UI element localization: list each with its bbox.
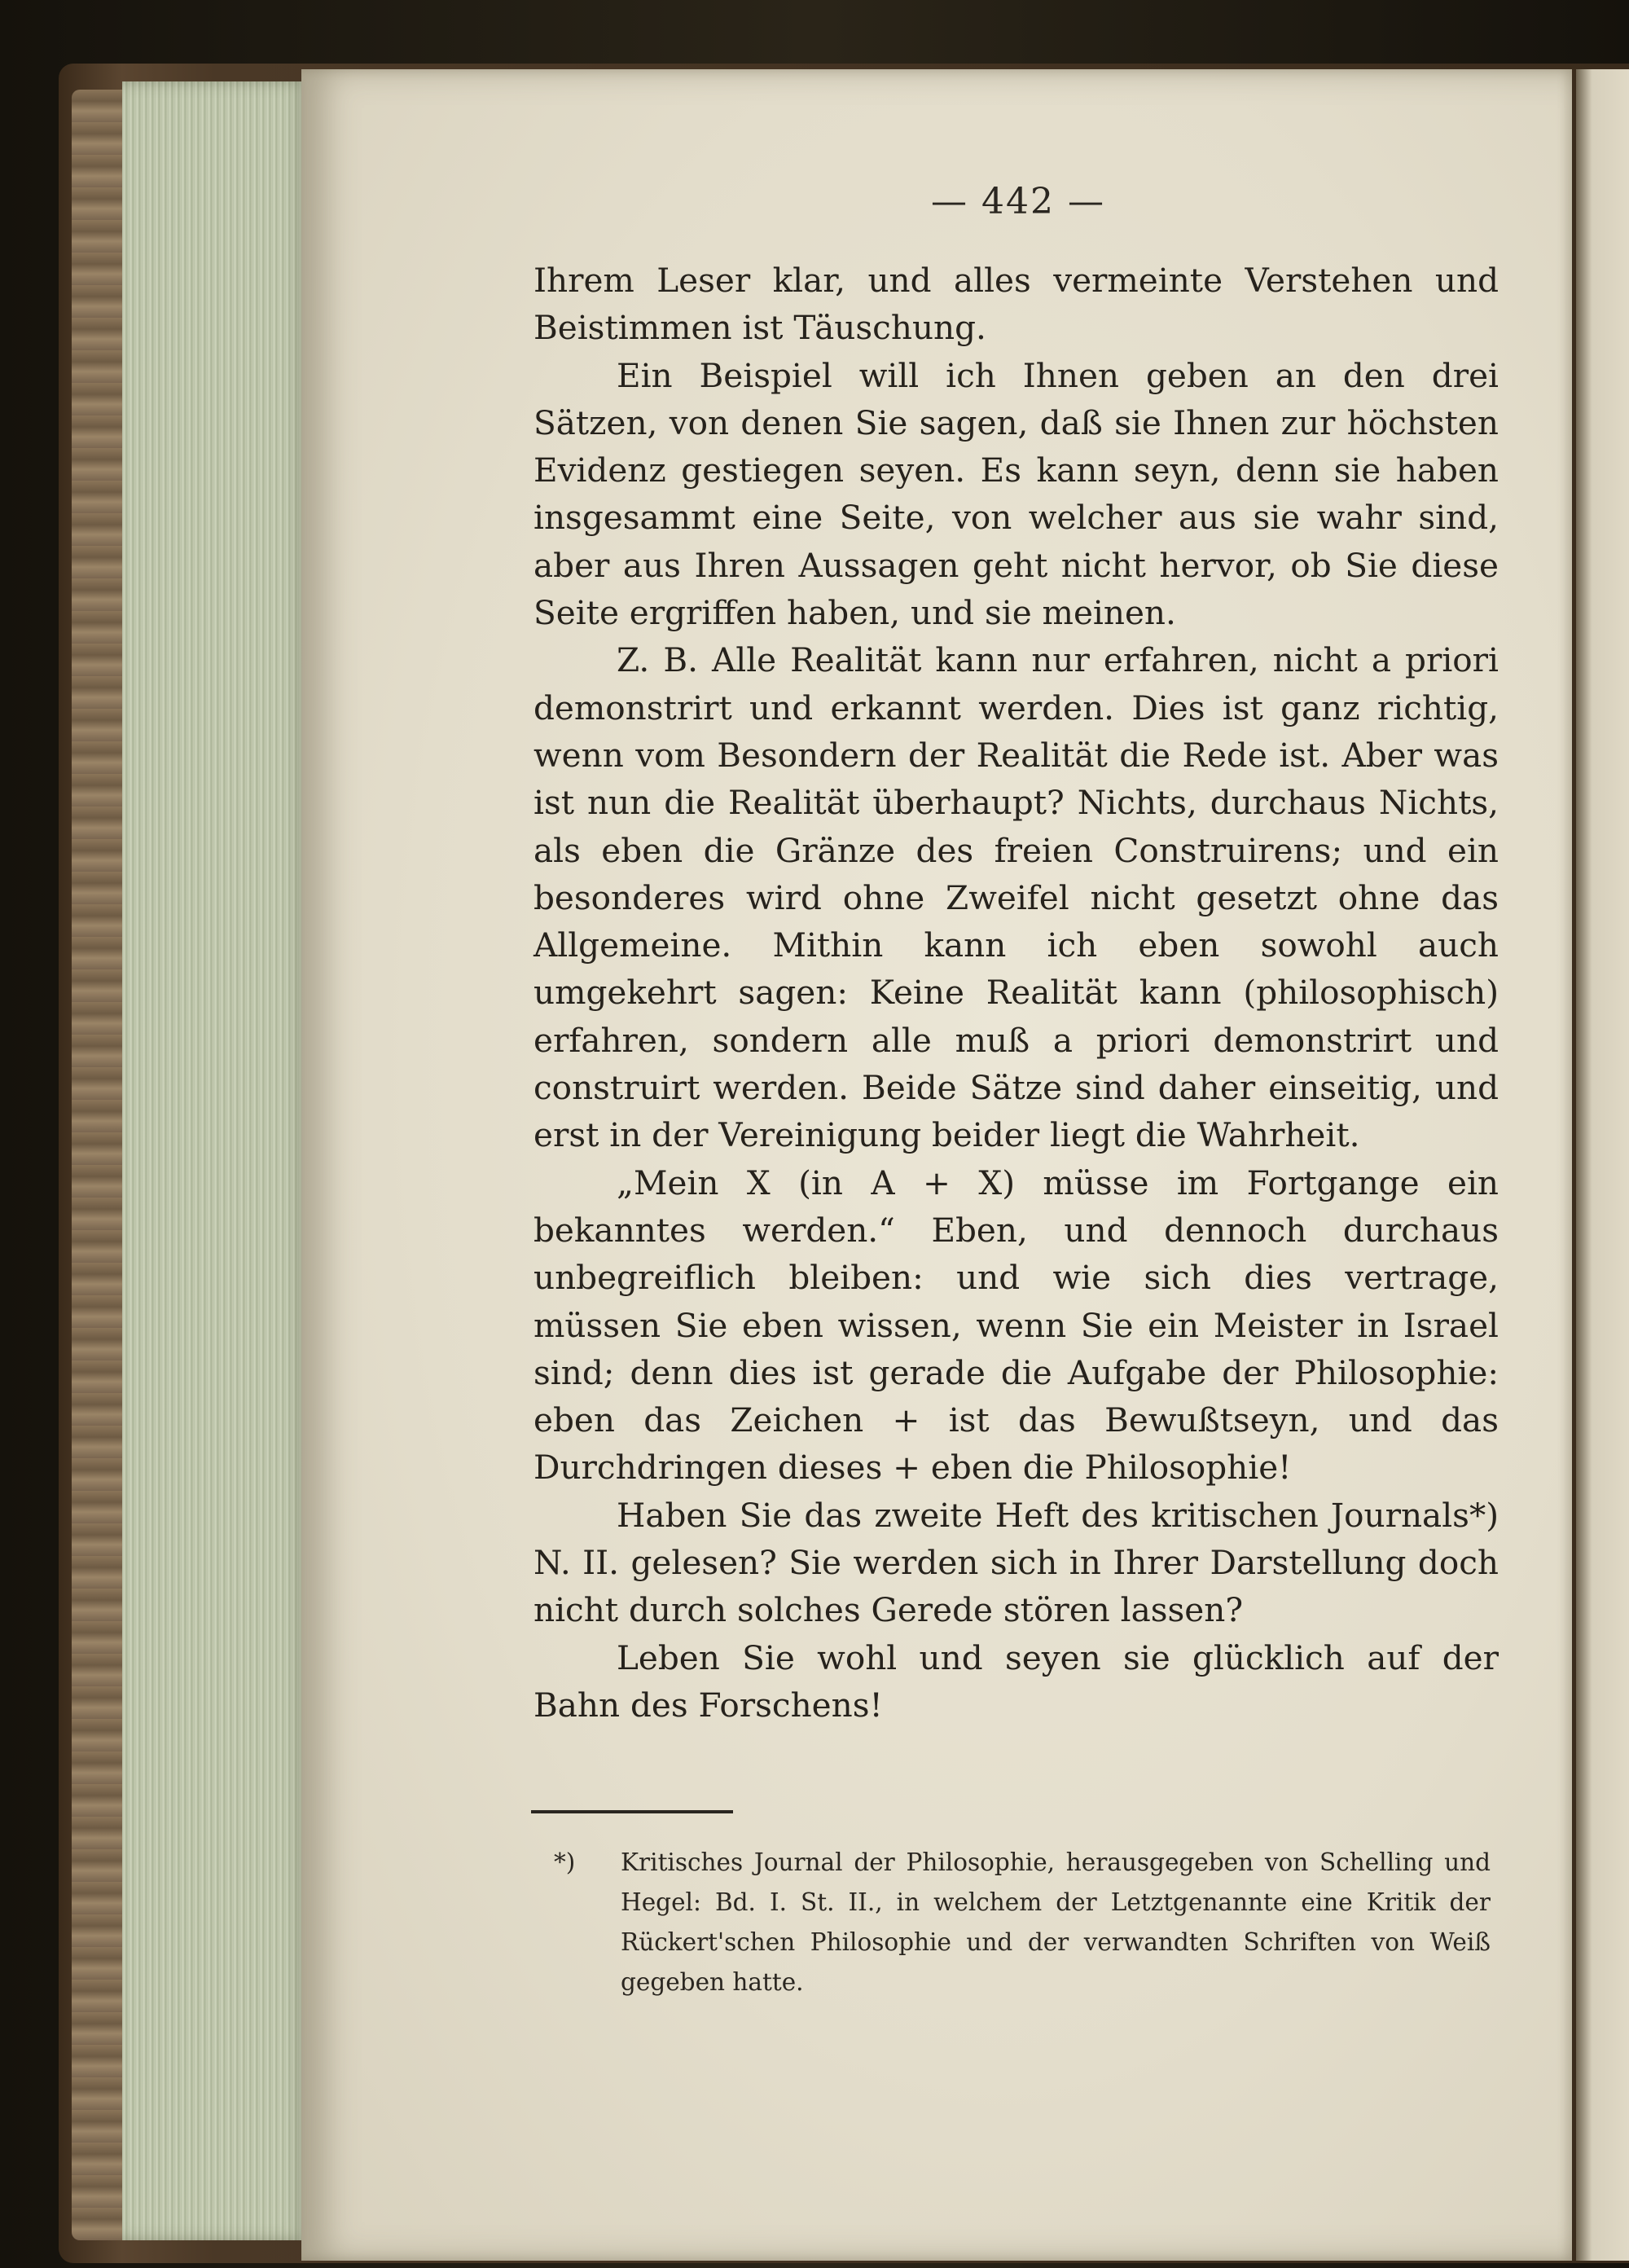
footnote-text: Kritisches Journal der Philosophie, herausgegeben von Schelling und Hegel: Bd. I. St. II., in welchem der Letztgenannte eine Kritik der Rückert'schen Philosophie und der verwandten Schriften von Weiß gegeben hatte.	[621, 1848, 1491, 1996]
paragraph: Z. B. Alle Realität kann nur erfahren, nicht a priori demonstrirt und erkannt werden. Dies ist ganz richtig, wenn vom Besondern der Realität die Rede ist. Aber was ist nun die Realität überhaupt? Nichts, durchaus Nichts, als eben die Gränze des freien Construirens; und ein besonderes wird ohne Zweifel nicht gesetzt ohne das Allgemeine. Mithin kann ich eben sowohl auch umgekehrt sagen: Keine Realität kann (philosophisch) erfahren, sondern alle muß a priori demonstrirt und construirt werden. Beide Sätze sind daher einseitig, und erst in der Vereinigung beider liegt die Wahrheit.	[533, 640, 1499, 1155]
facing-page-edge	[1576, 69, 1629, 2261]
paragraph: Ihrem Leser klar, und alles vermeinte Verstehen und Beistimmen ist Täuschung.	[533, 261, 1499, 348]
main-text	[533, 257, 1499, 1729]
footnote	[554, 1843, 1491, 2002]
book-spine-edge	[72, 90, 129, 2240]
paragraph: „Mein X (in A + X) müsse im Fortgange ein bekanntes werden.“ Eben, und dennoch durchaus unbegreiflich bleiben: und wie sich dies vertrage, müssen Sie eben wissen, wenn Sie ein Meister in Israel sind; denn dies ist gerade die Aufgabe der Philosophie: eben das Zeichen + ist das Bewußtseyn, und das Durchdringen dieses + eben die Philosophie!	[533, 1163, 1499, 1488]
footnote-marker: *)	[554, 1848, 576, 1876]
page-number: — 442 —	[931, 181, 1105, 222]
footnote-rule	[531, 1810, 733, 1813]
paragraph: Haben Sie das zweite Heft des kritischen Journals*) N. II. gelesen? Sie werden sich in Ihrer Darstellung doch nicht durch solches Gerede stören lassen?	[533, 1495, 1499, 1630]
paragraph: Ein Beispiel will ich Ihnen geben an den drei Sätzen, von denen Sie sagen, daß sie Ihnen zur höchsten Evidenz gestiegen seyen. Es kann seyn, denn sie haben insgesammt eine Seite, von welcher aus sie wahr sind, aber aus Ihren Aussagen geht nicht hervor, ob Sie diese Seite ergriffen haben, und sie meinen.	[533, 355, 1499, 633]
page-edges	[122, 81, 310, 2240]
paragraph: Leben Sie wohl und seyen sie glücklich auf der Bahn des Forschens!	[533, 1637, 1499, 1725]
